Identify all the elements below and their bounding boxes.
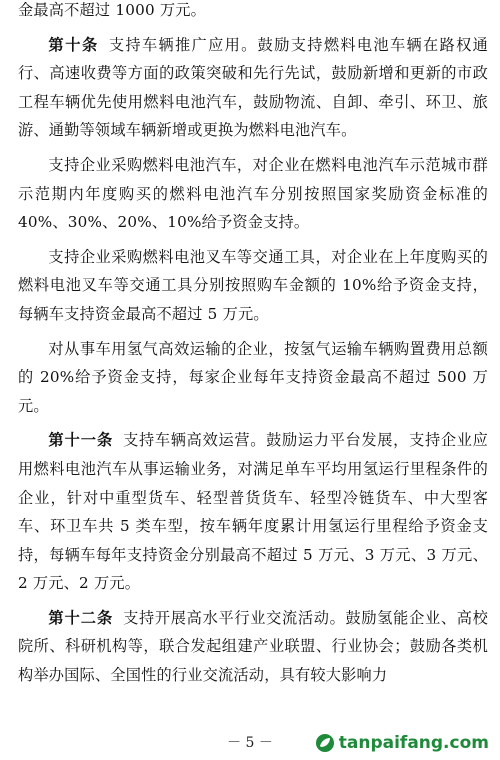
article-number: 第十一条 bbox=[48, 431, 114, 450]
article-number: 第十二条 bbox=[48, 608, 114, 627]
leaf-logo-icon bbox=[315, 733, 335, 753]
article-11-paragraph bbox=[18, 426, 488, 598]
paragraph bbox=[18, 243, 488, 329]
article-number: 第十条 bbox=[48, 35, 99, 54]
article-12-paragraph bbox=[18, 604, 488, 690]
site-watermark bbox=[312, 732, 492, 754]
paragraph-continuation bbox=[18, 0, 488, 25]
paragraph-text: 金最高不超过 1000 万元。 bbox=[18, 1, 206, 19]
paragraph-text: 支持车辆高效运营。鼓励运力平台发展，支持企业应用燃料电池汽车从事运输业务，对满足单车平均用氢运行里程条件的企业，针对中重型货车、轻型普货货车、轻型冷链货车、中大型客车、环卫车共 5 类车型，按车辆年度累计用氢运行里程给予资金支持，每辆车每年支持资金分别最高不超过 5 万元、3 万元、3 万元、2 万元、2 万元。 bbox=[18, 431, 489, 593]
watermark-text: tanpaifang.com bbox=[338, 733, 489, 753]
paragraph-text: 支持企业采购燃料电池叉车等交通工具，对企业在上年度购买的燃料电池叉车等交通工具分别按照购车金额的 10%给予资金支持，每辆车支持资金最高不超过 5 万元。 bbox=[18, 247, 488, 323]
page-number: － 5 － bbox=[227, 735, 273, 751]
paragraph-text: 支持企业采购燃料电池汽车，对企业在燃料电池汽车示范城市群示范期内年度购买的燃料电池汽车分别按照国家奖励资金标准的 40%、30%、20%、10%给予资金支持。 bbox=[18, 155, 488, 232]
paragraph-text: 支持开展高水平行业交流活动。鼓励氢能企业、高校院所、科研机构等，联合发起组建产业联盟、行业协会；鼓励各类机构举办国际、全国性的行业交流活动，具有较大影响力 bbox=[18, 608, 489, 685]
paragraph-text: 对从事车用氢气高效运输的企业，按氢气运输车辆购置费用总额的 20%给予资金支持，每家企业每年支持资金最高不超过 500 万元。 bbox=[18, 339, 488, 415]
document-body bbox=[18, 0, 488, 696]
paragraph-text: 支持车辆推广应用。鼓励支持燃料电池车辆在路权通行、高速收费等方面的政策突破和先行先试，鼓励新增和更新的市政工程车辆优先使用燃料电池汽车，鼓励物流、自卸、牵引、环卫、旅游、通勤等领域车辆新增或更换为燃料电池汽车。 bbox=[18, 35, 488, 140]
paragraph bbox=[18, 151, 488, 237]
article-10-paragraph bbox=[18, 31, 488, 145]
paragraph bbox=[18, 335, 488, 421]
